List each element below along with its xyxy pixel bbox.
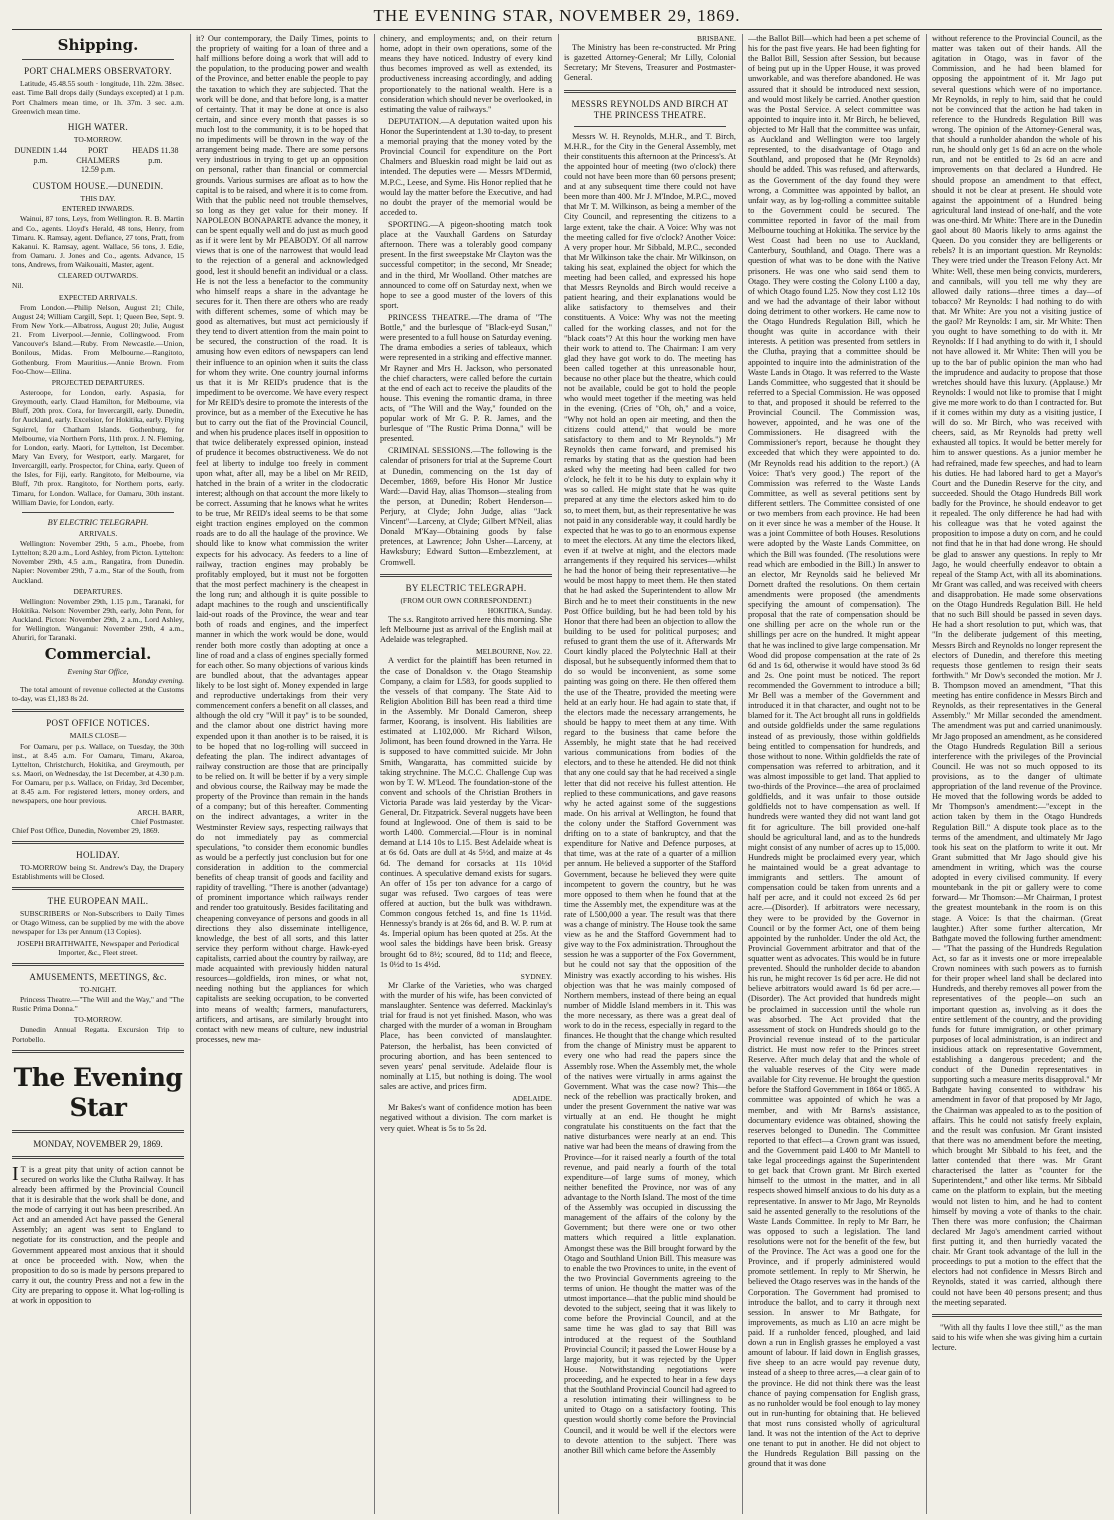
- post-sign-place: Chief Post Office, Dunedin, November 29, 1869.: [12, 825, 160, 835]
- column-rule: [558, 34, 559, 1514]
- arrivals-text: From London.—Philip Nelson, August 21; Chile, August 24; William Cargill, Sept. 1; Queen Bee, Sept. 9. From New York.—Albatross, August 20; Julie, August 21. From Liverpool.—Jennie, Collingwood. From Vancouver's Island.—Ruby. From Newcastle.—Union, Bonilous, Midas. From Melbourne.—Rangitoto, Gothenburg. From Mauritius.—Annie Brown. From Foo-Chow—Ellina.: [12, 302, 184, 376]
- outwards-heading: CLEARED OUTWARDS.: [58, 271, 138, 281]
- column-rule: [926, 34, 927, 1514]
- post-sign-title: Chief Postmaster.: [131, 816, 184, 826]
- column-5: [748, 34, 920, 1514]
- sydney-text: Mr Clarke of the Varieties, who was charged with the murder of his wife, has been convicted of manslaughter. Sentence was deferred. Mackinlay's trial for fraud is not yet finished. Mason, who was charged with the murder of a woman in Brougham Place, has been convicted of manslaughter. Paterson, the herbalist, has been convicted of procuring abortion, and has been sentenced to seven years' penal servitude. Adelaide flour is nominally at L15, but nothing is doing. The wool sales are active, and prices firm.: [380, 980, 552, 1092]
- column-2: [196, 34, 368, 1514]
- melbourne-text: A verdict for the plaintiff has been returned in the case of Donaldson v. the Otago Steamship Company, a claim for L583, for goods supplied to the vessels of that company. The State Aid to Religion Abolition Bill has been read a third time in the Assembly. Mr Donald Cameron, sheep farmer, Koorang, is insolvent. His liabilities are estimated at L102,000. Mr Richard Wilson, Jolimont, has been found drowned in the Yarra. He is supposed to have committed suicide. Mr John Smith, Wangaratta, has committed suicide by taking strychnine. The M.C.C. Challenge Cup was won by T. W. M'Leod. The foundation-stone of the convent and schools of the Christian Brothers in Victoria Parade was laid yesterday by the Vicar-General, Dr. Fitzpatrick. Several nuggets have been found at Inglewood. One of them is said to be worth L400. Commercial.—Flour is in nominal demand at L14 10s to L15. Best Adelaide wheat is at 6s 6d. Oats are dull at 4s 5½d, and maize at 4s 6d. The demand for corsacks at 11s 10½d continues. A speculative demand exists for sugars. An offer of 15s per ton advance for a cargo of sugar was refused. Two cargoes of teas were offered at auction, but the bulk was withdrawn. Common congous fetched 1s, and fine 1s 11½d. Hennessy's brandy is at 26s 6d, and B. W. P. rum at 4s. Imperial opium has been quoted at 25s. At the wool sales the biddings have been brisk. Greasy brought 6d to 8½; scoured, 8d to 11d; and fleece, 1s 0½d to 1s 4½d.: [380, 656, 552, 969]
- inwards-text: Wainui, 87 tons, Leys, from Wellington. R. B. Martin and Co., agents. Lloyd's Herald, 48 tons, Henry, from Timaru. K. Ramsay, agent. Defiance, 27 tons, Pratt, from Kakanui. K. Ramsay, agent. Wallace, 56 tons, J. Edie, from Oamaru. J. Jones and Co., agents. Advance, 15 tons, Andrews, from Waikouaiti, Master, agent.: [12, 214, 184, 270]
- leader-text: IT is a great pity that unity of action cannot be secured on works like the Clutha Railway. It has already been affirmed by the Provincial Council that it is desirable that the work shall be done, and the mode of carrying it out has been prescribed. An Act and an amended Act have passed the General Assembly; an agent was sent to England to negotiate for its construction, and the people and Government appeared most anxious that it should at once be proceeded with. Now, when the proposition to do so is made by persons prepared to carry it out, the country Press and not a few in the City are preparing to oppose it. What log-rolling is at work in opposition to: [12, 1162, 184, 1306]
- divider: [574, 126, 726, 127]
- post-sign-name: ARCH. BARR,: [137, 807, 184, 817]
- column-rule: [190, 34, 191, 1514]
- hw-heads: HEADS 11.38 p.m.: [132, 145, 179, 165]
- amusements-text: Princess Theatre.—"The Will and the Way," and "The Rustic Prima Donna.": [12, 995, 184, 1014]
- double-rule: [12, 841, 184, 844]
- high-water-heading: HIGH WATER.: [67, 121, 129, 132]
- column-rule: [374, 34, 375, 1514]
- leader-continued: it? Our contemporary, the Daily Times, points to the propriety of waiting for a loan of three and a half millions before doing a work that will add to the population, to the producing power and wealth of the Province, and better enable the people to pay the taxation to which they are subjected. That the work will be done, and that before long, is a matter of certainty. That it may be done at once is also certain, and since every month that passes is so much lost to the community, it is to be hoped that no impediments will be thrown in the way of the arrangement being made. There are some persons very industrious in trying to get up an opposition on personal, rather than financial or commercial grounds. Various surmises are afloat as to how the capital is to be raised, and where it is to come from. With that the public need not trouble themselves, so long as they get value for their money. If NAPOLEON BONAPARTE advance the money, it can be spent equally well and do just as much good as if it were lent by Mr PEABODY. Of all narrow views that is one of the narrowest that would lead to the rejection of a general and acknowledged good, lest it should benefit an individual or a class. He is not the less a benefactor to the community who himself reaps a share in the advantage he secures for it. Then there are others who are ready with different schemes, some of which may be good as alternatives, but must act perniciously if they tend to divert attention from the main point to be secured, the construction of the road. It is amusing how even editors of newspapers can lend their influence to an opinion when it suits the class for whom they write. One country journal informs us that it is Mr REID's prudence that is the impediment to be overcome. We have every respect for Mr REID's desire to promote the interests of the province, but as a member of the Executive he has but to carry out the fiat of the Provincial Council, and when his prudence places itself in opposition to that twice deliberately expressed opinion, instead of prudence it becomes obstructiveness. We do not feel at liberty to indulge too freely in comment upon what, after all, may be a libel on Mr REID, hatched in the brain of a writer in the clodocratic interest; although on that account the more likely to be correct. Assuming that he knows what he writes to be true, Mr REID's ideal seems to be that some eight traction engines employed on the common roads are to do all the haulage of the province. We should like to know what commission the writer expects for his advocacy. As feeders to a line of railway, traction engines may probably be profitably employed, but it must not be forgotten that the most perfect machinery is the cheapest in the long run; and although it is quite possible to adapt machines to the rough and unscientifically laid-out roads of the Province, the wear and tear both of roads and engines, and the imperfect manner in which the work would be done, would render both more costly than adopting at once a line of road and a class of engines specially formed for each other. So many objections of various kinds are bundled about, that the advantages appear likely to be lost sight of. Money expended in large and reproductive undertakings from their very commencement confers a benefit on all classes, and although the old cry "Will it pay" is to be sounded, and the clamor about one district having more expended upon it than another is to be raised, it is to be hoped that no log-rolling will succeed in defeating the plan. The indirect advantages of railway construction are those that are principally to be relied on. It will be better if by a very simple and obvious course, the Railway may be made the property of the Province than remain in the hands of a company; but of this hereafter. Commenting on the indirect advantages, a writer in the Westminster Review says, respecting railways that do not immediately pay as commercial speculations, "to consider them economic bundles as would be a perfectly just conclusion but for one consideration in addition to the commercial benefits of cheap transit of goods and facility and rapidity of travelling. "There is another (advantage) of prominent importance which railways render and render too gratuitously. Besides facilitating and cheapening conveyance of persons and goods in all directions they also disseminate intelligence, knowledge, the best of all sorts, and this latter service they perform without charge. Hawk-eyed capitalists, carried about the country by railway, are made acquainted with previously hidden natural resources—goldfields, iron mines, or what not, needing nothing but the appliances for which capitalists are seeking occupation, to be converted into means of wealth; farmers, manufacturers, artificers, and artisans, are similarly brought into contact with new means of culture, new industrial processes, new ma-: [196, 34, 368, 1044]
- electric-arrivals-text: Wellington: November 29th, 5 a.m., Phoebe, from Lyttelton; 8.20 a.m., Lord Ashley, from Picton. Lyttelton: November 29th, 4.5 a.m., Rangatira, from Dunedin. Napier: November 29th, 7 a.m., Star of the South, from Auckland.: [12, 539, 184, 585]
- electric-telegraph-sub: (FROM OUR OWN CORRESPONDENT.): [400, 595, 532, 605]
- commercial-evening: Monday evening.: [132, 676, 184, 686]
- sporting-paragraph: SPORTING.—A pigeon-shooting match took place at the Vauxhall Gardens on Saturday afternoon. There was a tolerably good company present. In the first sweepstake Mr Clayton was the successful competitor; in the second, Mr Sneade; and in the third, Mr Woolland. Other matches are announced to come off on Saturday next, when we hope to see a good muster of the lovers of this sport.: [380, 219, 552, 310]
- princess-paragraph: PRINCESS THEATRE.—The drama of "The Bottle," and the burlesque of "Black-eyd Susan," were presented to a full house on Saturday evening. The drama embodies a series of tableaux, which were represented in a striking and effective manner. Mr Rayner and Mrs H. Jackson, who personated the chief characters, were called before the curtain at the end of each act to receive the plaudits of the house. This evening the romantic drama, in three acts, of "The Will and the Way," founded on the popular work of Mr G. P. R. James, and the burlesque of "The Rustic Prima Donna," will be presented.: [380, 312, 552, 444]
- commercial-office: Evening Star Office,: [67, 666, 129, 676]
- european-mail-heading: THE EUROPEAN MAIL.: [47, 896, 149, 907]
- closing-quip: "With all thy faults I love thee still," as the man said to his wife when she was giving him a curtain lecture.: [932, 1322, 1102, 1352]
- high-water-row: [12, 146, 184, 175]
- paper-date: MONDAY, NOVEMBER 29, 1869.: [33, 1138, 163, 1149]
- european-mail-sign: JOSEPH BRAITHWAITE, Newspaper and Periodical Importer, &c., Fleet street.: [16, 938, 180, 957]
- column-3: [380, 34, 552, 1514]
- paper-title: The Evening Star: [13, 1062, 183, 1123]
- hw-port-chalmers: PORT CHALMERS 12.59 p.m.: [76, 145, 120, 175]
- double-rule: [932, 1314, 1102, 1317]
- divider: [22, 512, 174, 513]
- observatory-heading: PORT CHALMERS OBSERVATORY.: [24, 66, 172, 77]
- adelaide-dateline: ADELAIDE.: [512, 1094, 552, 1104]
- amusements-heading: AMUSEMENTS, MEETINGS, &c.: [29, 971, 167, 982]
- brisbane-text: The Ministry has been re-constructed. Mr Pring is gazetted Attorney-General; Mr Lilly, Colonial Secretary; Mr Stevens, Treasurer and Postmaster-General.: [564, 43, 736, 83]
- meeting-end: without reference to the Provincial Council, as the matter was taken out of their hands. All the agitation in Otago, was in favor of the Commission, and he had been blamed for opposing the appointment of it. Mr Jago put several questions which were of no importance. Mr Reynolds, in reply to him, said that he could not be convinced that the action he had taken in reference to the Hundreds Regulation Bill was wrong. The opinion of the Attorney-General was, that should a runholder abandon the whole of his run, he should only get 1s 6d an acre on the whole run, and not be entitled to 2s 6d an acre and improvements on that declared a Hundred. He should propose an amendment to that effect, should it not be clear at present. He should vote against the appointment of a Hundred being agricultural land instead of one-half, and the vote was one-third. Mr White: There are in the Dunedin gaol about 80 Maoris likely to arms against the Queen. Do you consider they are belligerents or rebels? It is an important question. Mr Reynolds: They were tried under the Treason Felony Act. Mr White: Well, these men being convicts, murderers, and cannibals, will you tell me why they are allowed daily rations—three times a day—of tobacco? Mr Reynolds: I had nothing to do with that. Mr White: Are you not a visiting justice of the gaol? Mr Reynolds: I am, sir. Mr White: Then you ought to have something to do with it. Mr Reynolds: If I had anything to do with it, I should not have allowed it. Mr White: Then will you be up to the bar of public opinion the man who had the imprudence and audacity to propose that those wretches should have this luxury. (Applause.) Mr Reynolds: I would not like to promise that I might give me more work to do than I contracted for. But if it comes within my duty as a visiting justice, I will do so. Mr Birch, who was received with cheers, said, as Mr Reynolds had pretty well exhausted all topics. It would be better merely for him to answer questions. As a junior member he had refrained, made few speeches, and had to learn his duties. He had labored hard to get a Mayor's Court and the Dunedin Reserve for the city, and succeeded. Should the Otago Hundreds Bill work badly for the Province, he should endeavor to get it repealed. The only difference he had had with his colleague was that he voted against the proposition to impose a duty on corn, and he could not find that he in that had done wrong. He should be glad to answer any questions. In reply to Mr Jago, he would cheerfully endeavor to obtain a repeal of the Stamp Act, with all its abominations. Mr Grant was called, and was received with cheers and disapprobation. He made some observations on the Otago Hundreds Regulation Bill. He held that no such Bill should be passed in seven days. He had a short resolution to put, which was, that "In the deliberate judgement of this meeting, Messrs Birch and Reynolds no longer represent the electors of Dunedin, and therefore this meeting requests those gentlemen to resign their seats forthwith." Mr Dow's seconded the motion. Mr J. B. Thompson moved an amendment, "That this meeting has entire confidence in Messrs Birch and Reynolds, as their representatives in the General Assembly." Mr Millar seconded the amendment. The amendment was put and carried unanimously. Mr Jago proposed an amendment, as he considered the Otago Hundreds Regulation Bill a serious interference with the privileges of the Provincial Council. He was not so much opposed to its provisions, as to the danger of ultimate appropriation of the land revenue of the Province. He moved that the following words be added to Mr Thompson's amendment:—"except in the action taken by them in the Otago Hundreds Regulation Bill." A dispute took place as to the terms of the amendment, and ultimately Mr Jago took his seat on the platform to write it out. Mr Grant submitted that Mr Jago should give his amendment in writing, which was the course adopted in every civilised community. If every mountebank in the pit or gallery were to come forward— Mr Thomson:—Mr Chairman, I protest the greatest mountebank in the room is on this stage. A Voice: Is that the chairman. (Great laughter.) After some further altercation, Mr Bathgate moved the following further amendment:— "That the passing of the Hundreds Regulation Act, so far as it invests one or more irrepealable Crown nominees with such powers as to furnish for their proper wheel land shall be declared into Hundreds, and thereby removes all power from the representatives of the people—on such an important question as, involving as it does the entire settlement of the country, and the providing funds for future immigration, or other primary purposes of local administration, is an indirect and insidious attack on representative Government, establishing a dangerous precedent; and the conduct of the Dunedin representatives in supporting such a measure merits disapproval." Mr Bathgate having consented to withdraw his amendment in favor of that proposed by Mr Jago, the Chairman was appealed to as to the position of affairs. This he could not satisfy freely explain, and the result was confusion. Mr Grant insisted that there was no amendment before the meeting, which brought Mr Sibbald to his feet, and the latter contended that there was. Mr Grant characterised the latter as "counter for the Superintendent," and other like terms. Mr Sibbald came on the platform to explain, but the meeting would not listen to him, and he had to content himself by moving a vote of thanks to the chair. Then there was more confusion; the Chairman declared Mr Jago's amendment carried without first putting it, and then hurriedly vacated the chair. Mr Grant took advantage of the lull in the proceedings to put a motion to the effect that the electors had not confidence in Messrs Birch and Reynolds, stated it was carried, although there could not have been 40 persons present; and thus the meeting separated.: [932, 34, 1102, 1307]
- amusements-text-2: Dunedin Annual Regatta. Excursion Trip to Portobello.: [12, 1025, 184, 1044]
- amusements-sub: TO-NIGHT.: [79, 984, 117, 994]
- arrivals-heading: EXPECTED ARRIVALS.: [58, 292, 138, 302]
- leader-end: chinery, and employments; and, on their return home, adopt in their own operations, some of the means they have noticed. Industry of every kind thus becomes improved as well as extended, its productiveness increasing accordingly, and adding proportionately to the national wealth. Here is a consideration which should never be overlooked, in estimating the value of railways.": [380, 34, 552, 114]
- amusements-sub-2: TO-MORROW.: [73, 1015, 123, 1025]
- holiday-text: TO-MORROW being St. Andrew's Day, the Drapery Establishments will be Closed.: [12, 862, 184, 882]
- sydney-dateline: SYDNEY.: [520, 971, 552, 981]
- meeting-heading: MESSRS REYNOLDS AND BIRCH AT THE PRINCESS THEATRE.: [571, 98, 729, 120]
- double-rule: [12, 963, 184, 966]
- column-6: [932, 34, 1102, 1514]
- double-rule: [12, 887, 184, 890]
- double-rule: [564, 90, 736, 93]
- high-water-sub: TO-MORROW.: [73, 134, 123, 144]
- commercial-title: Commercial.: [44, 644, 152, 663]
- hokitika-text: The s.s. Rangitoto arrived here this morning. She left Melbourne just as arrival of the English mail at Adelaide was telegraphed.: [380, 614, 552, 645]
- double-rule: [380, 574, 552, 577]
- holiday-heading: HOLIDAY.: [76, 849, 120, 860]
- electric-telegraph-heading: BY ELECTRIC TELEGRAPH.: [405, 582, 527, 593]
- electric-departures-text: Wellington: November 29th, 1.15 p.m., Taranaki, for Hokitika. Nelson: November 29th, early, John Penn, for Auckland. Picton: November 29th, 2 a.m., Lord Ashley, for Wellington. Wanganui: November 29th, 4 a.m., Ahuriri, for Taranaki.: [12, 596, 184, 643]
- observatory-text: Latitude, 45.48.55 south · longitude, 11h. 22m. 38sec. east. Time Ball drops daily (Sundays excepted) at 1 p.m. Port Chalmers mean time, or 1h. 37m. 3 sec. a.m. Greenwich mean time.: [12, 79, 184, 116]
- post-office-sub: MAILS CLOSE—: [69, 731, 127, 741]
- european-mail-text: SUBSCRIBERS or Non-Subscribers to Daily Times or Otago Witness, can be supplied by me with the above newspaper for 13s per Annum (13 Copies).: [12, 909, 184, 937]
- meeting-continued: —the Ballot Bill—which had been a pet scheme of his for the past five years. He had been fighting for the Ballot Bill, Session after Session, but because of being put up in the Upper House, it was proved unworkable, and was therefore abandoned. He was assured that it should be introduced next session, and would most likely be carried. Another question was the Postal Service. A select committee was appointed to inquire into it. Mr Birch, he believed, objected to Mr Hall that the committee was unfair, as Auckland and Wellington were too largely represented, to the disadvantage of Otago and Southland, and proposed that he (Mr Reynolds) should be added. This was refused, and afterwards, as the Government of the day found they were wrong, a Committee was appointed by ballot, an unfair way, as by log-rolling a committee suitable to the Government could be secured. The committee reported in favor of the mail from Melbourne touching at Hokitika. The service by the West Coast had been no use to Auckland, Canterbury, Southland, and Otago. There was a question of what was to be done with the Native prisoners. He was one who said send them to Otago. They were costing the Colony L100 a day, of which Otago found L25. Now they cost L12 10s and we had the advantage of their labor without doing detriment to other workers. He came now to the Otago Hundreds Regulation Bill, which he thought was quite in accordance with their interests. A petition was presented from settlers in the Clutha, praying that a committee should be appointed to inquire into the administration of the Waste Lands in Otago. It was referred to the Waste Lands Committee, who suggested that it should be referred to a Special Commission. He was opposed to that, and proposed it should be referred to the Provincial Council. The Commission was, however, appointed, and he was one of the Commissioners. He disagreed with the Commissioner's report, because he thought they exceeded that which they were appointed to do. (Mr Reynolds read his addition to the report.) (A Voice: That's very good.) The report of the Commission was referred to the Waste Lands Committee, as well as several petitions sent by different settlers. The Committee consisted of one or two members from each province. He had been on it ever since he was a member of the House. It was a joint Committee of both Houses. Resolutions were adopted by the Waste Lands Committee, on which the Bill was founded. (The resolutions were read which are embodied in the Bill.) In answer to an elector, Mr Reynolds said he believed Mr Dornett drafted the resolutions. On them certain amendments were proposed (the amendments specifying the amount of compensation). The proposal that the rate of compensation should be one shilling per acre on the whole run or the shillings per acre on the hundred. It might appear that he was inclined to give large compensation. Mr Wood did propose compensation at the rate of 2s 6d and 1s 6d, otherwise it would have stood 3s 6d and 2s. One point must be noticed. The report recommended the Government to introduce a bill; Mr Bell was a member of the Government and introduced it in that character, and ought not to be blamed for it. The Act brought all runs in goldfields and outside goldfields under the same regulations instead of as previously, those within goldfields being entitled to compensation for hundreds, and those without to none. Within goldfields the rate of compensation was referred to arbitration, and it was almost impossible to get land. That applied to two-thirds of the Province—the area of proclaimed goldfields, and it was unfair to those outside goldfields not to have compensation as well. If hundreds were wanted they did not want land got fit for agriculture. The bill provided one-half should be agricultural land, and as to the hundreds might consist of any number of acres up to 15,000. Hundreds might be proclaimed every year, which he maintained would be a great advantage to immigrants and settlers. The amount of compensation could be taken from unrents and a half per acre, and it could not exceed 2s 6d per acre.—(Disorder). If arbitrators were necessary, they were to be provided by the Governor in Council or by the former Act, one of them being appointed by the runholder. Under the old Act, the Provincial Government arbitrator and that of the squatter went as advocates. This would be in future prevented. Should the runholder decide to abandon his run, he might recover 1s 6d per acre. He did not believe arbitrators would award 1s 6d per acre.—(Disorder). The Act provided that hundreds might be proclaimed in succession until the whole run was absorbed. The Act provided that the assessment of stock on Hundreds should go to the Provincial revenue instead of to the particular district. He must now refer to the Princes street Reserve. After much delay that and the whole of the valuable reserves of the City were made available for City revenue. He brought the question before the Stafford Government in 1864 or 1865. A committee was appointed of which he was a member, and with Mr Barns's assistance, documentary evidence was obtained, showing the reserves belonged to Dunedin. The Committee reported to that effect—a Crown grant was issued, and the Government paid L400 to Mr Mantell to take legal proceedings against the Superintendent to get back that Crown grant. Mr Birch exerted himself to the utmost in the matter, and in all respects showed himself anxious to do his duty as a representative. In answer to Mr Jago, Mr Reynolds said he assented generally to the resolutions of the Waste Lands Committee. In reply to Mr Barr, he was opposed to such a legislation. The land resolutions were not for the benefit of the few, but of the Province. The Act was a good one for the Province, and if properly administered would promote settlement. In reply to Mr Sherwin, he believed the Otago reserves was in the hands of the Corporation. The Government had promised to introduce the ballot, and to carry it through next session. In answer to Mr Bathgate, for improvements, as much as L10 an acre might be paid. If a runholder fenced, ploughed, and laid down a run in English grasses he employed a vast amount of labour. If laid down in English grasses, five sheep to an acre would pay revenue duty, instead of a sheep to three acres,—a clear gain of to the province. He did not think there was the least chance of paying compensation for English grass, as no runholder would be fool enough to lay money out in run-hunting for obtaining that. He believed that most runs consisted wholly of agricultural land. It was not the intention of the Act to deprive one tenant to put in another. He did not object to the Hundreds Regulation Bill passing on the ground that it was done: [748, 34, 920, 1469]
- column-1: [12, 34, 184, 1514]
- hw-dunedin: DUNEDIN 1.44 p.m.: [14, 145, 67, 165]
- electric-arrivals-heading: ARRIVALS.: [78, 528, 118, 538]
- double-rule: [12, 1050, 184, 1053]
- adelaide-text: Mr Bakes's want of confidence motion has been negatived without a division. The corn market is very quiet. Wheat is 5s to 5s 2d.: [380, 1103, 552, 1133]
- commercial-text: The total amount of revenue collected at the Customs to-day, was £1,183 8s 2d.: [12, 685, 184, 704]
- departures-text: Asteroope, for London, early. Aspasia, for Greymouth, early. Claud Hamilton, for Melbourne, via Bluff, 20th prox. Cora, for Invercargill, early. Dunedin, for Auckland, early. Excelsior, for Hokitika, early. Flying Squirrel, for Chatham Islands. Gothenburg, for Melbourne, via Northern Ports, 11th prox. J. N. Fleming, for London, early. Maori, for Lyttelton, 1st December. Mary Van Every, for Westport, early. Margaret, for Invercargill, early. Prospector, for China, early. Queen of the Isles, for Fiji, early. Rangitoto, for Melbourne, via Bluff, 7th prox. Rangitoto, for Northern ports, early. Timaru, for London. Wallace, for Oamaru, 30th instant. William Davie, for London, early.: [12, 387, 184, 507]
- criminal-paragraph: CRIMINAL SESSIONS.—The following is the calendar of prisoners for trial at the Supreme Court at Dunedin, commencing on the 1st day of December, 1869, before His Honor Mr Justice Ward:—David Hay, alias Thomson—stealing from the person, at Dunedin; Robert Henderson—Perjury, at Clyde; John Judge, alias "Jack Vincent"—Larceny, at Clyde; Gilbert M'Neil, alias Donald M'Kay—Obtaining goods by false pretences, at Lawrence; John Usher—Larceny, at Hawksbury; Edward Sutton—Embezzlement, at Cromwell.: [380, 446, 552, 567]
- double-rule: [12, 709, 184, 712]
- meeting-text: Messrs W. H. Reynolds, M.H.R., and T. Birch, M.H.R., for the City in the General Assembly, met their constituents this afternoon at the Princess's. At the appointed hour of meeting (two o'clock) there could not have been more than 60 persons present; and at any subsequent time there could not have been more than 400. Mr J. M'Indoe, M.P.C., moved that Mr T. M. Wilkinson, as being a member of the City Council, and representing the citizens to a large extent, take the chair. A Voice: Why was not the meeting called for five o'clock? Another Voice: A very proper hour. Mr Sibbald, M.P.C., seconded that Mr Wilkinson take the chair. Mr Wilkinson, on taking his seat, explained the object for which the meeting had been called, and expressed his hope that Messrs Reynolds and Birch would receive a patient hearing, and their explanations would be alike satisfactory to themselves and their constituents. A Voice: Why was not the meeting called for the working classes, and not for the "black coats"? At this hour the working men have their work to attend to. The Chairman: I am very glad they have got work to do. The meeting has been called together at this unreasonable hour, because no other place but the theatre, which could not be available, could be got to hold the people who would meet together if the meeting was held in the evening. (Cries of "Oh, oh," and a voice, "Why not hold an open air meeting, and then the citizens could attend," that would be more satisfactory to them and to Mr Reynolds.") Mr Reynolds then came forward, and premised his remarks by stating that as the question had been asked why the meeting had been called for two o'clock, he felt it to be his duty to explain why it was so called. He might state that he was quite prepared at any time the electors asked him to do so, to meet them, but, as their representative he was not paid in any considerable way, it could hardly be expected that he was to go to an enormous expense to meet the electors. At any time the electors liked, even if at twelve at night, and the electors made arrangements if they required his services—whilst he had the honor of being their representative—he would be most happy to meet them. He then stated that he had asked the Superintendent to allow Mr Birch and he to meet their constituents in the new Post Office building, but he had been told by his Honor that there had been an objection to allow the building to be used for political purposes; and refused to grant them the use of it. Afterwards Mr Court kindly placed the Polytechnic Hall at their disposal, but he subsequently informed them that to do so would be inconvenient, as some some painting was going on there. He then offered them the use of the Theatre, provided the meeting were held at an early hour. He had again to state that, if the electors made the necessary arrangements, he should be happy to meet them at any time. With regard to the business that came before the Assembly, he might state that he had received various communications from bodies of the electors, and to these he attended. He did not think that any one could say that he had received a single letter that did not receive his fullest attention. He replied to these communications, and gave reasons why he acted against some of the suggestions made. On his arrival at Wellington, he found that the colony under the Stafford Government was drifting on to a state of bankruptcy, and that the expenditure for Native and Defence purposes, at that time, was at the rate of a quarter of a million per annum. He believed a supporter of the Stafford Government, because he believed they were quite incompetent to govern the country, but he was more opposed to them when he found that at the time the Assembly met, the expenditure was at the rate of L500,000 a year. The result was that there was a change of ministry. The House took the same view as he and the Stafford Government had to give way to the Fox administration. Throughout the session he was a supporter of the Fox Government, but he could not say that the opposition of the Ministry was exactly according to his wishes. His objection was that he was mainly composed of Northern members, instead of there being an equal number of Middle Island members in it. This was the more necessary, as there was a great deal of work to do in the recess, especially in regard to the finances. He thought that the change which resulted from the change of Ministry must be apparent to every one who had read the papers since the Assembly rose. When the Assembly met, the whole of the natives were virtually in arms against the Government. What was the case now? This—the neck of the rebellion was practically broken, and under the present Government the native war was virtually at an end. He thought he might congratulate his constituents on the fact that the native disturbances were nearly at an end. This native war had been the means of drawing from the Province—for it raised nearly a fourth of the total revenue, and paid nearly a fourth of the total expenditure—of large sums of money, which neither benefited the Province, nor was of any advantage to the North Island. The most of the time of the Assembly was occupied in discussing the management of the affairs of the colony by the Government; but there were one or two other matters which required a little explanation. Amongst these was the Bill brought forward by the Otago and Southland Union Bill. This measure was to enable the two Provinces to unite, in the event of the two Provincial Governments agreeing to the terms of union. He thought the matter was of the utmost importance—that the public mind should be devoted to the subject, seeing that it was likely to come before the Provincial Council, and at the same time he was glad to say that Bill was introduced at the request of the Southland Provincial Council; it passed the Lower House by a large majority, but it was rejected by the Upper House. Notwithstanding negotiations were proceeding, and he expected to hear in a few days that the Southland Provincial Council had agreed to a resolution intimating their willingness to be united to Otago on a satisfactory footing. This question would shortly come before the Provincial Council, and it would be well if the electors were to devote attention to the subject. There was another Bill which came before the Assembly: [564, 131, 736, 1455]
- columns-container: [12, 34, 1102, 1514]
- brisbane-dateline: BRISBANE.: [697, 34, 736, 43]
- inwards-heading: ENTERED INWARDS.: [61, 204, 135, 214]
- double-rule: [12, 1156, 184, 1159]
- electric-heading: BY ELECTRIC TELEGRAPH.: [47, 517, 149, 527]
- hokitika-dateline: HOKITIKA, Sunday.: [487, 605, 552, 615]
- deputation-paragraph: DEPUTATION.—A deputation waited upon his Honor the Superintendent at 1.30 to-day, to present a memorial praying that the money voted by the Provincial Council for expenditure on the Port Chalmers and Blueskin road might be laid out as intended. The deputies were — Messrs M'Dermid, M.P.C., Leese, and Syme. His Honor replied that he would lay the matter before the Executive, and had no doubt the prayer of the memorial would be acceded to.: [380, 116, 552, 217]
- post-office-text: For Oamaru, per p.s. Wallace, on Tuesday, the 30th inst., at 8.45 a.m. For Oamaru, Timaru, Akaroa, Lyttelton, Christchurch, Hokitika, and Greymouth, per s.s. Maori, on Wednesday, the 1st December, at 4.30 p.m. For Oamaru, per p.s. Wallace, on Friday, 3rd December, at 8.45 a.m. For registered letters, money orders, and newspapers, one hour previous.: [12, 741, 184, 806]
- divider: [22, 59, 174, 60]
- post-office-heading: POST OFFICE NOTICES.: [46, 718, 150, 729]
- melbourne-dateline: MELBOURNE, Nov. 22.: [476, 647, 552, 657]
- page-masthead: THE EVENING STAR, NOVEMBER 29, 1869.: [373, 6, 741, 25]
- electric-departures-heading: DEPARTURES.: [73, 586, 123, 596]
- customs-heading: CUSTOM HOUSE.—DUNEDIN.: [32, 181, 164, 192]
- departures-heading: PROJECTED DEPARTURES.: [51, 377, 145, 387]
- column-rule: [742, 34, 743, 1514]
- double-rule: [12, 1130, 184, 1133]
- customs-sub: THIS DAY.: [80, 194, 116, 204]
- column-4: [564, 34, 736, 1514]
- shipping-title: Shipping.: [57, 36, 139, 54]
- outwards-text: Nil.: [12, 281, 24, 291]
- top-rule: [12, 29, 1102, 30]
